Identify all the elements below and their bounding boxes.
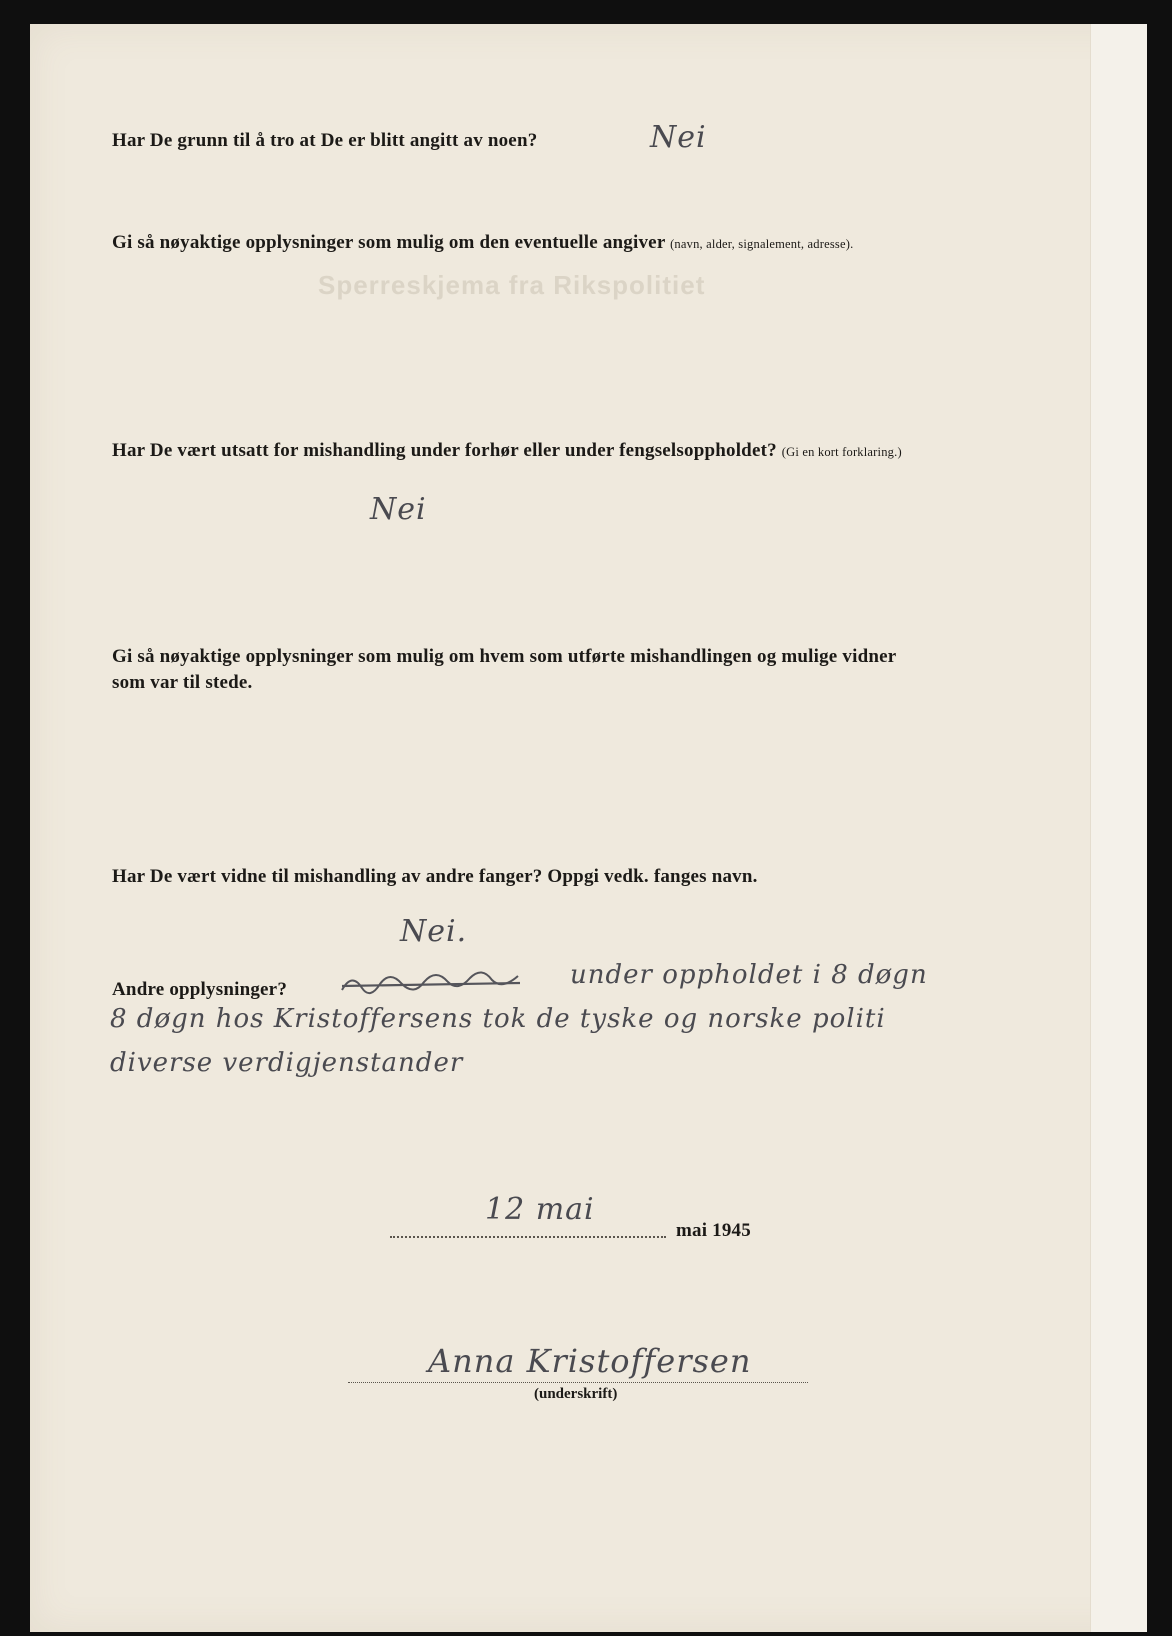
question-angiver-note: (navn, alder, signalement, adresse). [670, 237, 854, 251]
question-mishandling [112, 440, 902, 462]
question-utforte-line2: som var til stede. [112, 672, 253, 693]
signature-handwritten: Anna Kristoffersen [428, 1342, 752, 1380]
question-angiver [112, 232, 853, 254]
answer-andre-line2: 8 døgn hos Kristoffersens tok de tyske og norske politi [110, 1004, 886, 1034]
date-line [390, 1236, 666, 1238]
question-angitt: Har De grunn til å tro at De er blitt angitt av noen? [112, 130, 538, 151]
bleed-through-header: Sperreskjema fra Rikspolitiet [318, 270, 706, 300]
page-edge-strip [1090, 24, 1147, 1632]
date-printed: mai 1945 [676, 1220, 751, 1241]
form-page [30, 24, 1146, 1632]
answer-angitt: Nei [650, 120, 707, 155]
answer-mishandling: Nei [370, 492, 427, 527]
answer-vidne: Nei. [400, 914, 468, 949]
signature-line [348, 1382, 808, 1383]
date-handwritten: 12 mai [485, 1192, 595, 1227]
answer-andre-line3: diverse verdigjenstander [110, 1048, 464, 1078]
answer-andre-line1: under oppholdet i 8 døgn [570, 960, 928, 990]
question-utforte-line1: Gi så nøyaktige opplysninger som mulig om hvem som utførte mishandlingen og mulige vidner [112, 646, 897, 667]
question-angiver-text: Gi så nøyaktige opplysninger som mulig om den eventuelle angiver [112, 232, 666, 253]
question-mishandling-note: (Gi en kort forklaring.) [781, 445, 902, 459]
question-vidne: Har De vært vidne til mishandling av andre fanger? Oppgi vedk. fanges navn. [112, 866, 758, 887]
question-mishandling-text: Har De vært utsatt for mishandling under forhør eller under fengselsoppholdet? [112, 440, 777, 461]
question-andre: Andre opplysninger? [112, 979, 288, 1000]
struck-out-scribble [338, 964, 528, 1004]
signature-label: (underskrift) [534, 1386, 618, 1402]
